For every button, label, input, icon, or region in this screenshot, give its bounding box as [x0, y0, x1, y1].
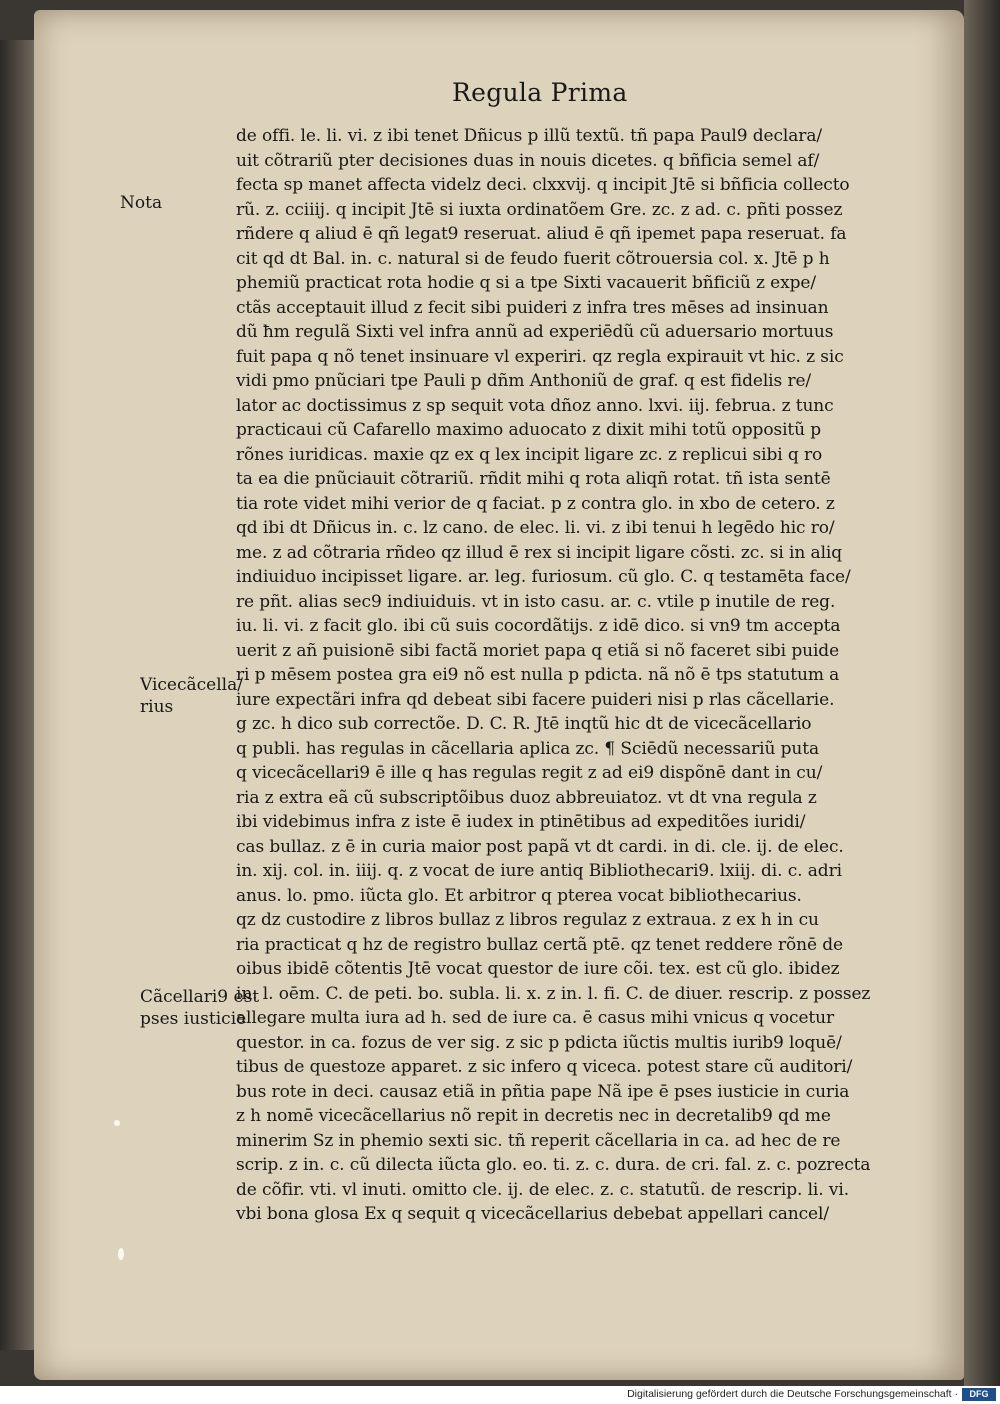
text-line: rõnes iuridicas. maxie qz ex q lex incipit ligare zc. z replicui sibi q ro — [236, 444, 823, 465]
margin-note-cancellarius — [140, 986, 259, 1030]
text-line: vbi bona glosa Ex q sequit q vicecãcellarius debebat appellari cancel/ — [236, 1204, 829, 1224]
margin-note-line: Vicecãcella/ — [140, 675, 243, 695]
text-line: ctãs acceptauit illud z fecit sibi puideri z infra tres mēses ad insinuan — [236, 297, 829, 318]
text-line: ria practicat q hz de registro bullaz certã ptē. qz tenet reddere rõnē de — [236, 934, 843, 955]
text-line: dũ ħm regulã Sixti vel infra annũ ad experiēdũ cũ aduersario mortuus — [236, 322, 834, 342]
text-line: g zc. h dico sub correctõe. D. C. R. Jtē inqtũ hic dt de vicecãcellario — [236, 714, 812, 734]
margin-note-line: Cãcellari9 est — [140, 987, 260, 1007]
footer-bar — [0, 1386, 1000, 1404]
text-line: re pñt. alias sec9 indiuiduis. vt in isto casu. ar. c. vtile p inutile de reg. — [236, 591, 836, 612]
text-line: ri p mēsem postea gra ei9 nõ est nulla p pdicta. nã nõ ē tps statutum a — [236, 665, 840, 685]
text-line: ibi videbimus infra z iste ē iudex in ptinētibus ad expeditões iuridi/ — [236, 812, 806, 832]
text-line: iu. li. vi. z facit glo. ibi cũ suis cocordãtijs. z idē dico. si vn9 tm accepta — [236, 616, 841, 636]
margin-note-vicecancellarius — [140, 674, 243, 718]
text-line: de cõfir. vti. vl inuti. omitto cle. ij. de elec. z. c. statutũ. de rescrip. li. vi. — [236, 1179, 850, 1200]
text-line: in. xij. col. in. iiij. q. z vocat de iure antiq Bibliothecari9. lxiij. di. c. adri — [236, 861, 842, 881]
book-gutter — [964, 0, 1000, 1386]
text-line: practicaui cũ Cafarello maximo aduocato z dixit mihi totũ oppositũ p — [236, 420, 822, 440]
text-line: uerit z añ puisionē sibi factã moriet papa q etiã si nõ faceret sibi puide — [236, 640, 840, 661]
text-line: allegare multa iura ad h. sed de iure ca. ē casus mihi vnicus q vocetur — [236, 1008, 835, 1028]
text-line: fuit papa q nõ tenet insinuare vl experiri. qz regla expirauit vt hic. z sic — [236, 346, 844, 367]
running-title: Regula Prima — [452, 78, 628, 107]
text-line: cas bullaz. z ē in curia maior post papã vt dt cardi. in di. cle. ij. de elec. — [236, 836, 844, 857]
text-line: me. z ad cõtraria rñdeo qz illud ē rex si incipit ligare cõsti. zc. si in aliq — [236, 542, 843, 563]
text-line: uit cõtrariũ pter decisiones duas in nouis dicetes. q bñficia semel af/ — [236, 150, 820, 171]
margin-note-line: pses iusticie — [140, 1009, 247, 1029]
text-line: z h nomē vicecãcellarius nõ repit in decretis nec in decretalib9 qd me — [236, 1106, 831, 1126]
text-line: rũ. z. cciiij. q incipit Jtē si iuxta ordinatõem Gre. zc. z ad. c. pñti possez — [236, 199, 843, 220]
text-line: tia rote videt mihi verior de q faciat. p z contra glo. in xbo de cetero. z — [236, 493, 835, 514]
text-line: in. l. oēm. C. de peti. bo. subla. li. x. z in. l. fi. C. de diuer. rescrip. z possez — [236, 983, 871, 1004]
text-line: anus. lo. pmo. iũcta glo. Et arbitror q pterea vocat bibliothecarius. — [236, 885, 802, 906]
text-line: de offi. le. li. vi. z ibi tenet Dñicus p illũ textũ. tñ papa Paul9 declara/ — [236, 126, 822, 146]
text-line: phemiũ practicat rota hodie q si a tpe Sixti vacauerit bñficiũ z expe/ — [236, 273, 816, 293]
text-line: cit qd dt Bal. in. c. natural si de feudo fuerit cõtrouersia col. x. Jtē p h — [236, 248, 830, 269]
page-hole — [114, 1120, 120, 1126]
text-line: questor. in ca. fozus de ver sig. z sic p pdicta iũctis multis iurib9 loquē/ — [236, 1032, 842, 1053]
text-line: oibus ibidē cõtentis Jtē vocat questor de iure cõi. tex. est cũ glo. ibidez — [236, 959, 840, 979]
page-hole — [118, 1248, 124, 1260]
text-line: qz dz custodire z libros bullaz z libros regulaz z extraua. z ex h in cu — [236, 910, 819, 930]
text-line: lator ac doctissimus z sp sequit vota dñoz anno. lxvi. iij. februa. z tunc — [236, 395, 834, 416]
margin-note-line: rius — [140, 697, 174, 717]
text-line: indiuiduo incipisset ligare. ar. leg. furiosum. cũ glo. C. q testamēta face/ — [236, 567, 851, 587]
text-line: fecta sp manet affecta videlz deci. clxxvij. q incipit Jtē si bñficia collecto — [236, 175, 850, 195]
text-line: iure expectãri infra qd debeat sibi facere puideri nisi p rlas cãcellarie. — [236, 689, 835, 710]
funding-credit: Digitalisierung gefördert durch die Deutsche Forschungsgemeinschaft · — [627, 1388, 958, 1400]
margin-note-line: Nota — [120, 193, 163, 213]
text-line: ria z extra eã cũ subscriptõibus duoz abbreuiatoz. vt dt vna regula z — [236, 787, 817, 808]
text-line: vidi pmo pnũciari tpe Pauli p dñm Anthoniũ de graf. q est fidelis re/ — [236, 371, 812, 391]
margin-note-nota — [120, 192, 162, 214]
text-line: bus rote in deci. causaz etiã in pñtia pape Nã ipe ē pses iusticie in curia — [236, 1081, 850, 1102]
text-line: q publi. has regulas in cãcellaria aplica zc. ¶ Sciēdũ necessariũ puta — [236, 738, 819, 759]
dfg-logo: DFG — [962, 1388, 996, 1401]
body-text — [236, 124, 886, 1227]
text-line: rñdere q aliud ē qñ legat9 reseruat. aliud ē qñ ipemet papa reseruat. fa — [236, 224, 847, 244]
text-line: ta ea die pnũciauit cõtrariũ. rñdit mihi q rota aliqñ rotat. tñ ista sentē — [236, 469, 831, 489]
text-line: tibus de questoze apparet. z sic infero q viceca. potest stare cũ auditori/ — [236, 1057, 853, 1077]
text-line: qd ibi dt Dñicus in. c. lz cano. de elec. li. vi. z ibi tenui h legēdo hic ro/ — [236, 518, 835, 538]
text-line: scrip. z in. c. cũ dilecta iũcta glo. eo. ti. z. c. dura. de cri. fal. z. c. pozrecta — [236, 1155, 871, 1175]
text-line: minerim Sz in phemio sexti sic. tñ reperit cãcellaria in ca. ad hec de re — [236, 1130, 841, 1151]
text-line: q vicecãcellari9 ē ille q has regulas regit z ad ei9 dispõnē dant in cu/ — [236, 763, 823, 783]
